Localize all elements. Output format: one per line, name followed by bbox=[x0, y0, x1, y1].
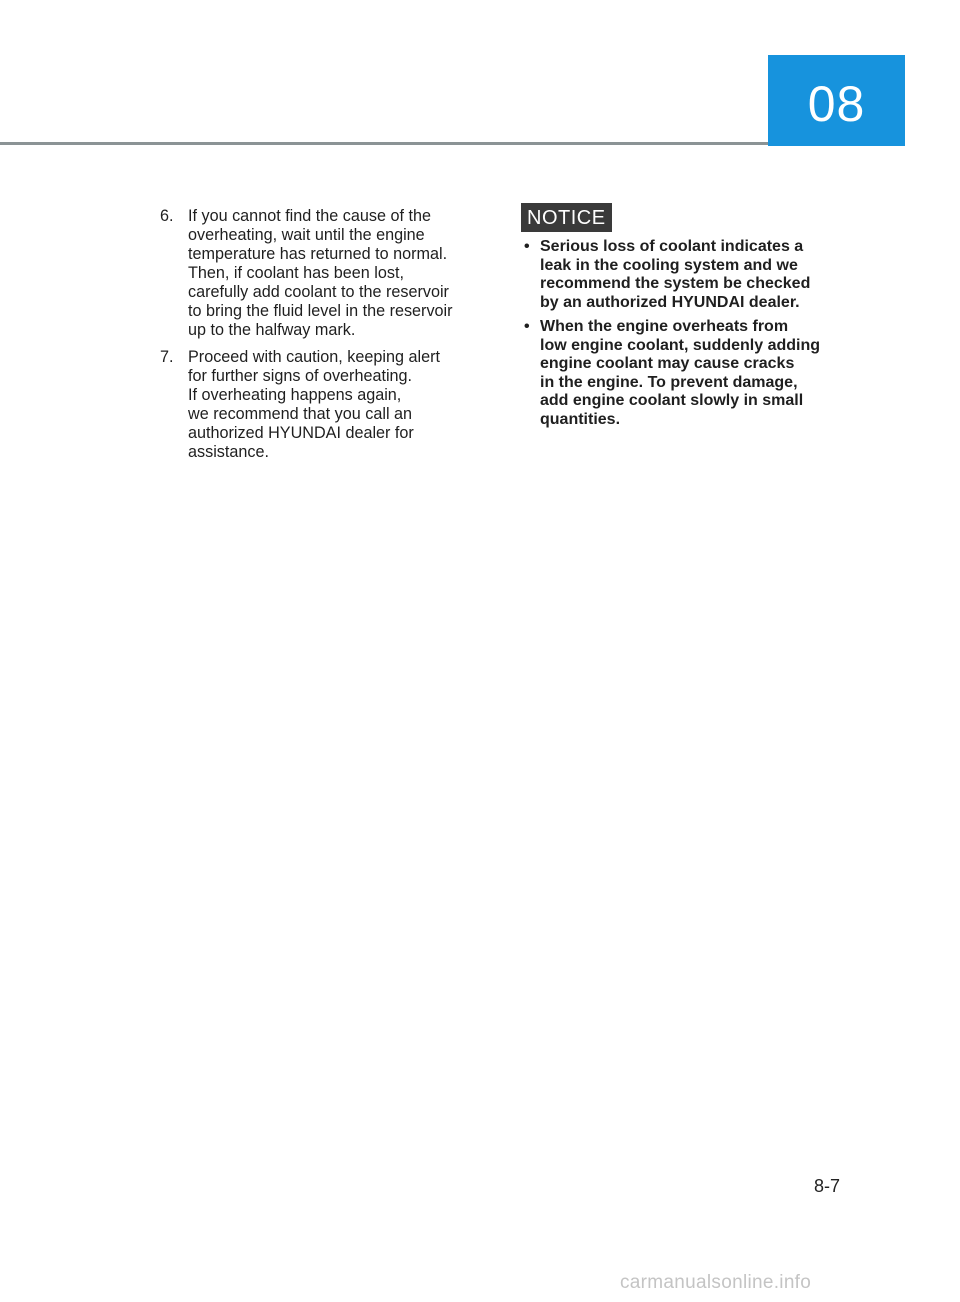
bullet-icon: • bbox=[524, 238, 530, 255]
step-item bbox=[160, 207, 480, 340]
step-item bbox=[160, 348, 480, 462]
watermark: carmanualsonline.info bbox=[620, 1272, 812, 1293]
step-number: 6. bbox=[160, 207, 174, 225]
step-text: Proceed with caution, keeping alert for further signs of overheating. If overheating happens again, we recommend that you call an authorized HYUNDAI dealer for assistance. bbox=[188, 348, 440, 461]
notice-item bbox=[521, 318, 841, 429]
notice-box bbox=[521, 203, 841, 435]
step-number: 7. bbox=[160, 348, 174, 366]
header-rule bbox=[0, 142, 768, 145]
notice-text: Serious loss of coolant indicates a leak in the cooling system and we recommend the system be checked by an authorized HYUNDAI dealer. bbox=[540, 238, 811, 311]
procedure-steps bbox=[160, 207, 480, 470]
page-number: 8-7 bbox=[813, 1176, 840, 1196]
notice-text: When the engine overheats from low engine coolant, suddenly adding engine coolant may cause cracks in the engine. To prevent damage, add engine coolant slowly in small quantities. bbox=[540, 318, 821, 428]
notice-item bbox=[521, 238, 841, 312]
notice-badge: NOTICE bbox=[521, 203, 612, 232]
chapter-tab bbox=[768, 55, 905, 146]
notice-list bbox=[521, 238, 841, 429]
chapter-number: 08 bbox=[807, 75, 866, 132]
bullet-icon: • bbox=[524, 318, 530, 335]
step-text: If you cannot find the cause of the overheating, wait until the engine temperature has returned to normal. Then, if coolant has been lost, carefully add coolant to the reservoir to bring the fluid level in the reservoir up to the halfway mark. bbox=[188, 207, 453, 339]
